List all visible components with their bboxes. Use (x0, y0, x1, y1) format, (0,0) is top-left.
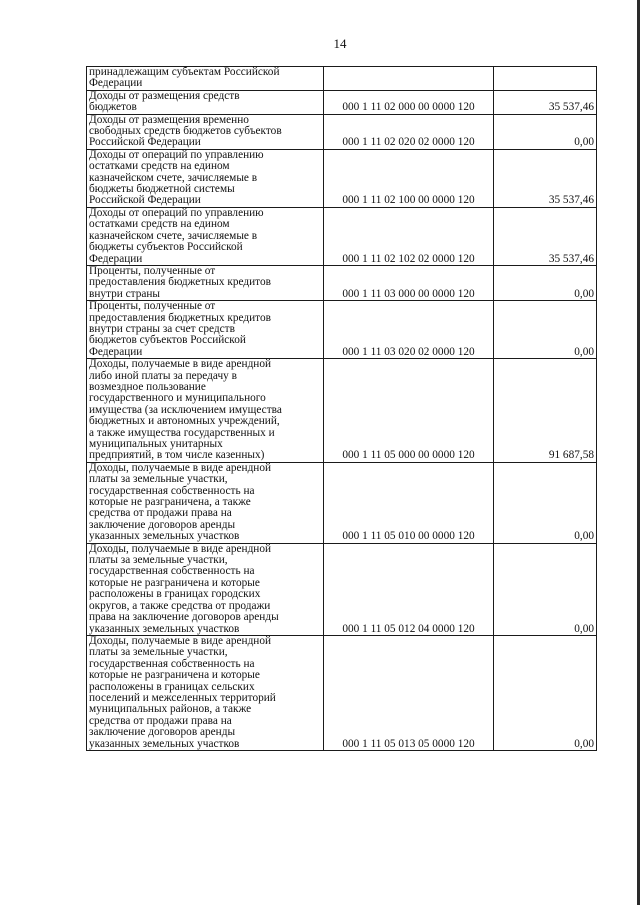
amount-cell: 0,00 (494, 635, 597, 750)
revenue-name-line: поселений и межселенных территорий (89, 691, 276, 704)
budget-code-cell: 000 1 11 02 100 00 0000 120 (324, 149, 494, 207)
revenue-name-line: Российской Федерации (89, 194, 201, 207)
revenue-name-line: Доходы от размещения средств (89, 89, 240, 102)
revenue-name-line: Доходы от операций по управлению (89, 148, 264, 161)
revenue-name-line: предоставления бюджетных кредитов (89, 311, 271, 324)
revenue-name-line: Доходы от операций по управлению (89, 206, 264, 219)
table-row (87, 67, 597, 91)
revenue-name-line: Доходы от размещения временно (89, 113, 249, 126)
revenue-name-line: бюджетов (89, 101, 137, 114)
revenue-name-line: Проценты, полученные от (89, 300, 216, 313)
amount-cell: 35 537,46 (494, 149, 597, 207)
revenue-name-line: округов, а также средства от продажи (89, 599, 271, 612)
revenue-name-line: Федерации (89, 252, 143, 265)
revenue-name-line: муниципальных районов, а также (89, 703, 252, 716)
revenue-name-line: государственного и муниципального (89, 392, 266, 405)
revenue-name-line: имущества (за исключением имущества (89, 403, 282, 416)
revenue-name-line: заключение договоров аренды (89, 726, 236, 739)
table-row (87, 543, 597, 635)
budget-code-cell: 000 1 11 03 000 00 0000 120 (324, 265, 494, 300)
table-row (87, 114, 597, 149)
revenue-name-line: государственная собственность на (89, 657, 255, 670)
table-row (87, 301, 597, 359)
revenue-name-line: предприятий, в том числе казенных) (89, 449, 265, 462)
revenue-name-cell (87, 543, 324, 635)
revenue-name-line: Доходы, получаемые в виде арендной (89, 634, 272, 647)
revenue-name-line: казначейском счете, зачисляемые в (89, 229, 258, 242)
amount-cell: 91 687,58 (494, 359, 597, 463)
revenue-name-line: Федерации (89, 345, 143, 358)
revenue-name-line: указанных земельных участков (89, 737, 240, 750)
budget-code-cell: 000 1 11 02 102 02 0000 120 (324, 207, 494, 265)
revenue-name-line: средства от продажи права на (89, 714, 232, 727)
revenue-name-cell (87, 207, 324, 265)
revenue-name-line: платы за земельные участки, (89, 473, 228, 486)
revenue-name-cell (87, 67, 324, 91)
budget-code-cell: 000 1 11 05 012 04 0000 120 (324, 543, 494, 635)
revenue-name-cell (87, 149, 324, 207)
revenue-name-line: остатками средств на едином (89, 218, 230, 231)
revenue-name-line: Российской Федерации (89, 136, 201, 149)
revenue-name-line: государственная собственность на (89, 565, 255, 578)
revenue-name-line: права на заключение договоров аренды (89, 611, 279, 624)
revenue-name-line: остатками средств на едином (89, 160, 230, 173)
revenue-name-line: которые не разграничена, а также (89, 496, 251, 509)
revenue-name-line: бюджетов субъектов Российской (89, 334, 246, 347)
revenue-name-line: бюджеты бюджетной системы (89, 183, 235, 196)
revenue-name-line: Федерации (89, 77, 143, 90)
amount-cell: 0,00 (494, 114, 597, 149)
budget-code-cell: 000 1 11 05 000 00 0000 120 (324, 359, 494, 463)
amount-cell: 0,00 (494, 301, 597, 359)
table-row (87, 635, 597, 750)
budget-code-cell: 000 1 11 02 000 00 0000 120 (324, 90, 494, 114)
revenue-name-cell (87, 301, 324, 359)
revenue-table (86, 66, 597, 751)
revenue-name-line: бюджеты субъектов Российской (89, 241, 243, 254)
revenue-name-line: Доходы, получаемые в виде арендной (89, 542, 272, 555)
table-row (87, 265, 597, 300)
revenue-name-line: бюджетных и автономных учреждений, (89, 415, 280, 428)
revenue-name-line: Проценты, полученные от (89, 264, 216, 277)
budget-code-cell: 000 1 11 05 013 05 0000 120 (324, 635, 494, 750)
budget-code-cell (324, 67, 494, 91)
revenue-name-line: внутри страны за счет средств (89, 322, 235, 335)
revenue-name-line: предоставления бюджетных кредитов (89, 276, 271, 289)
revenue-name-line: а также имущества государственных и (89, 426, 275, 439)
revenue-name-line: указанных земельных участков (89, 530, 240, 543)
amount-cell: 0,00 (494, 462, 597, 543)
revenue-name-line: которые не разграничена и которые (89, 576, 260, 589)
page-number: 14 (333, 36, 347, 51)
budget-code-cell: 000 1 11 02 020 02 0000 120 (324, 114, 494, 149)
revenue-name-line: казначейском счете, зачисляемые в (89, 171, 258, 184)
revenue-name-line: принадлежащим субъектам Российской (89, 66, 280, 78)
budget-code-cell: 000 1 11 05 010 00 0000 120 (324, 462, 494, 543)
revenue-name-cell (87, 635, 324, 750)
budget-code-cell: 000 1 11 03 020 02 0000 120 (324, 301, 494, 359)
table-row (87, 462, 597, 543)
table-row (87, 207, 597, 265)
revenue-name-cell (87, 114, 324, 149)
revenue-name-line: муниципальных унитарных (89, 438, 223, 450)
table-row (87, 359, 597, 463)
amount-cell: 35 537,46 (494, 207, 597, 265)
revenue-name-line: указанных земельных участков (89, 622, 240, 635)
revenue-name-line: возмездное пользование (89, 380, 206, 393)
revenue-name-line: заключение договоров аренды (89, 518, 236, 531)
revenue-name-line: свободных средств бюджетов субъектов (89, 125, 282, 138)
revenue-name-line: Доходы, получаемые в виде арендной (89, 461, 272, 474)
amount-cell: 0,00 (494, 265, 597, 300)
revenue-name-line: платы за земельные участки, (89, 554, 228, 567)
revenue-name-line: которые не разграничена и которые (89, 669, 260, 682)
revenue-name-line: платы за земельные участки, (89, 646, 228, 659)
revenue-name-line: расположены в границах сельских (89, 680, 255, 693)
revenue-name-line: государственная собственность на (89, 484, 255, 497)
table-row (87, 149, 597, 207)
revenue-name-cell (87, 90, 324, 114)
revenue-name-line: Доходы, получаемые в виде арендной (89, 358, 272, 371)
amount-cell: 0,00 (494, 543, 597, 635)
revenue-name-cell (87, 462, 324, 543)
revenue-name-line: либо иной платы за передачу в (89, 369, 237, 382)
table-row (87, 90, 597, 114)
amount-cell (494, 67, 597, 91)
revenue-name-line: расположены в границах городских (89, 588, 261, 601)
revenue-name-cell (87, 359, 324, 463)
revenue-table-body (87, 67, 597, 751)
revenue-name-line: внутри страны (89, 287, 161, 300)
revenue-name-line: средства от продажи права на (89, 507, 232, 520)
revenue-name-cell (87, 265, 324, 300)
amount-cell: 35 537,46 (494, 90, 597, 114)
